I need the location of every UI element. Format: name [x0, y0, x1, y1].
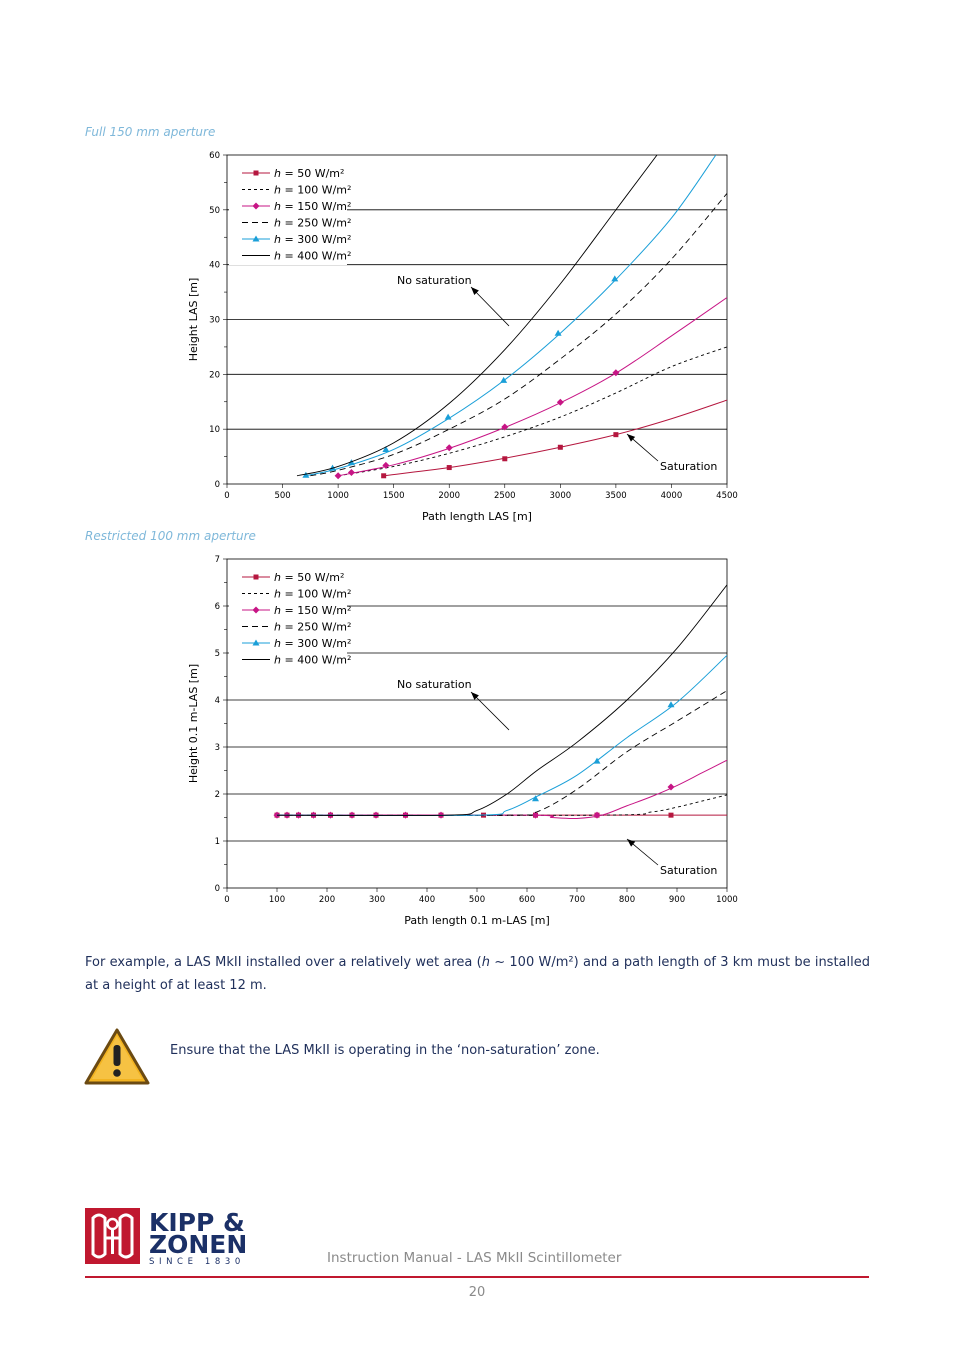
- chart2-x-tick-label: 200: [318, 895, 336, 905]
- chart1-x-tick-label: 3000: [549, 491, 572, 501]
- chart2-y-tick-label: 4: [214, 696, 220, 706]
- chart2-series-line-4: [277, 655, 727, 815]
- chart1-series-line-4: [305, 155, 716, 476]
- chart2-x-axis-label: Path length 0.1 m-LAS [m]: [404, 914, 550, 927]
- chart1-x-tick-label: 2000: [438, 491, 461, 501]
- chart2-legend-entry-5: h = 400 W/m²: [274, 653, 352, 667]
- chart1-x-tick-label: 500: [274, 491, 291, 501]
- chart1-point-4: [445, 414, 452, 420]
- chart1-legend-entry-1: h = 100 W/m²: [274, 183, 352, 197]
- chart2-series-line-1: [277, 795, 727, 815]
- footer-title: Instruction Manual - LAS MkII Scintillometer: [327, 1250, 622, 1266]
- logo-line2: ZONEN: [149, 1230, 248, 1259]
- chart2-y-tick-label: 3: [214, 743, 220, 753]
- chart1-x-tick-label: 1500: [382, 491, 405, 501]
- chart1-y-tick-label: 50: [209, 205, 220, 216]
- chart1-point-2: [348, 469, 355, 476]
- chart2-x-tick-label: 700: [568, 895, 586, 905]
- chart2-annotation-no-saturation: No saturation: [397, 678, 472, 691]
- chart1-y-tick-label: 60: [209, 151, 220, 161]
- chart1-x-axis-label: Path length LAS [m]: [422, 510, 532, 523]
- chart2-arrowhead-saturation: [627, 839, 635, 847]
- logo-line3: SINCE 1830: [149, 1257, 245, 1264]
- chart2-y-tick-label: 2: [214, 790, 220, 800]
- chart1-legend-entry-3: h = 250 W/m²: [274, 216, 352, 230]
- chart2-legend-entry-1: h = 100 W/m²: [274, 587, 352, 601]
- chart1-x-tick-label: 1000: [327, 491, 349, 501]
- chart1-y-tick-label: 40: [209, 260, 220, 271]
- chart1-x-tick-label: 2500: [493, 491, 516, 501]
- chart1-point-2: [446, 444, 453, 451]
- body-paragraph: [85, 951, 870, 997]
- chart2-x-tick-label: 300: [368, 895, 386, 905]
- warning-icon: [84, 1028, 150, 1086]
- chart1-series-line-1: [338, 347, 727, 476]
- chart1-y-tick-label: 30: [209, 315, 220, 326]
- chart1-point-0: [613, 432, 618, 437]
- chart2-arrow-no-saturation: [471, 692, 509, 730]
- chart2-y-tick-label: 1: [214, 837, 220, 847]
- chart2-x-tick-label: 500: [468, 895, 486, 905]
- chart1-legend-entry-4: h = 300 W/m²: [274, 233, 352, 246]
- chart2-y-tick-label: 0: [214, 884, 220, 894]
- chart2-legend-entry-2: h = 150 W/m²: [274, 604, 352, 617]
- chart1-x-tick-label: 4000: [660, 491, 683, 501]
- chart2-legend-marker-0: [254, 575, 259, 580]
- body-text-after: ~ 100 W/m²) and a path length of 3 km must be installed at a height of at least 12 m.: [85, 955, 870, 993]
- chart1-annotation-no-saturation: No saturation: [397, 274, 472, 287]
- chart1-legend-marker-0: [254, 171, 259, 176]
- chart-full-aperture: [180, 145, 760, 525]
- chart2-x-tick-label: 100: [268, 895, 286, 905]
- chart1-annotation-saturation: Saturation: [660, 460, 718, 473]
- logo-line1: KIPP &: [149, 1208, 245, 1237]
- chart1-point-0: [447, 465, 452, 470]
- chart1-point-2: [557, 399, 564, 406]
- chart1-point-0: [558, 445, 563, 450]
- body-text-before: For example, a LAS MkII installed over a relatively wet area (: [85, 955, 482, 970]
- chart2-x-tick-label: 1000: [716, 895, 738, 905]
- chart2-x-tick-label: 0: [224, 895, 230, 905]
- chart1-arrow-no-saturation: [471, 287, 509, 326]
- chart2-x-tick-label: 600: [518, 895, 536, 905]
- chart2-series-line-2: [277, 760, 727, 818]
- chart1-point-0: [502, 456, 507, 461]
- chart1-point-4: [500, 377, 507, 383]
- chart2-y-tick-label: 5: [214, 649, 220, 659]
- chart1-x-tick-label: 0: [224, 491, 230, 501]
- chart1-legend-entry-5: h = 400 W/m²: [274, 249, 352, 263]
- chart1-x-tick-label: 3500: [605, 491, 627, 501]
- chart2-y-tick-label: 7: [214, 555, 220, 565]
- warning-text: Ensure that the LAS MkII is operating in the ‘non-saturation’ zone.: [170, 1043, 600, 1058]
- chart2-annotation-saturation: Saturation: [660, 864, 718, 877]
- page-number: 20: [468, 1285, 486, 1300]
- chart1-y-tick-label: 10: [209, 425, 220, 436]
- chart2-x-tick-label: 400: [418, 895, 436, 905]
- kipp-zonen-logo: [85, 1208, 271, 1264]
- chart2-y-axis-label: Height 0.1 m-LAS [m]: [187, 663, 200, 784]
- chart1-y-tick-label: 20: [209, 370, 220, 381]
- chart1-caption: Full 150 mm aperture: [85, 125, 216, 139]
- footer-divider: [85, 1276, 869, 1278]
- chart2-y-tick-label: 6: [214, 602, 220, 612]
- chart1-point-2: [335, 472, 342, 479]
- chart1-x-tick-label: 4500: [716, 491, 738, 501]
- chart1-point-0: [381, 473, 386, 478]
- chart2-legend-entry-4: h = 300 W/m²: [274, 637, 352, 650]
- chart2-x-tick-label: 900: [668, 895, 686, 905]
- chart1-series-group: [297, 155, 727, 479]
- chart2-legend-entry-3: h = 250 W/m²: [274, 620, 352, 634]
- chart2-series-line-3: [277, 691, 727, 816]
- chart1-y-axis-label: Height LAS [m]: [187, 277, 200, 362]
- chart1-y-tick-label: 0: [214, 480, 220, 490]
- chart-restricted-aperture: [180, 549, 760, 934]
- chart2-caption: Restricted 100 mm aperture: [85, 529, 256, 543]
- chart1-series-line-2: [338, 298, 727, 476]
- chart2-x-tick-label: 800: [618, 895, 636, 905]
- chart2-point-0: [669, 813, 674, 818]
- body-text-italic: h: [481, 955, 490, 970]
- chart1-legend-entry-0: h = 50 W/m²: [274, 167, 345, 180]
- chart1-legend-entry-2: h = 150 W/m²: [274, 200, 352, 213]
- chart2-legend-entry-0: h = 50 W/m²: [274, 571, 345, 584]
- chart2-point-4: [668, 701, 675, 707]
